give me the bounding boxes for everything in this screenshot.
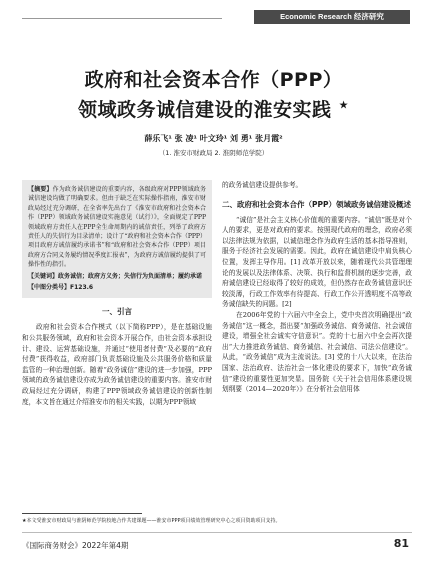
header-rule [22,18,222,19]
running-header [22,10,410,24]
journal-citation: 《国际商务财会》2022年第4期 [22,541,129,550]
footnote-rule [22,513,142,514]
page-number: 81 [393,537,409,550]
column-tag: Economic Research 经济研究 [254,10,410,24]
keywords-paragraph: 【关键词】政务诚信；政府方义务；失信行为负面清单；履约承诺 [28,272,203,280]
abstract-paragraph: 【摘要】作为政务诚信建设的重要内容，各级政府对PPP领域政务诚信建设均做了明确要求。但由于缺乏在实际操作指南，淮安市财政局经过充分调研，在全省率先出台了《淮安市政府和社会资本合作（PPP）领域政务诚信建设实施意见（试行）》，全面规定了PPP领域政府方责任人在PPP全生命周期内的诚信责任，列举了政府方责任人的失信行为目录清单；设计了“政府和社会资本合作（PPP）项目政府方诚信履约承诺书”和“政府和社会资本合作（PPP）项目政府方合同义务履约情况季度汇报表”，为政府方诚信履约提供了可操作性的指引。 [28,186,206,269]
author-line: 薛乐飞¹ 张 凌¹ 叶文玲¹ 刘 勇¹ 张月霞² [144,134,283,143]
affiliation-line: （1. 淮安市财政局 2. 淮阴师范学院） [158,149,269,157]
article-title-line1: 政府和社会资本合作（PPP） [84,69,343,91]
section2-paragraph-2: 在2006年党的十六届六中全会上，党中央首次明确提出“政务诚信”这一概念，指出要“加强政务诚信、商务诚信、社会诚信建设，增强全社会诚实守信意识”。党的十七届六中全会再次提出“大力推进政务诚信、商务诚信、社会诚信、司法公信建设”。从此，“政务诚信”成为主流说法。[3] 党的十八大以来，在法治国家、法治政府、法治社会一体化建设的要求下，加快“政务诚信”建设的重要性更加突显。国务院《关于社会信用体系建设规划纲要（2014—2020年）》在分析社会信用体 [222,310,412,394]
left-column [22,180,212,407]
clc-paragraph: 【中图分类号】F123.6 [28,284,94,292]
intro-heading: 一、引言 [102,307,132,317]
footnote: ★本文受淮安市财政局与淮阴师范学院校地合作共建课题——淮安市PPP项目绩效管理研究中心之项目资助项目支持。 [22,518,281,524]
article-title-line2: 领域政务诚信建设的淮安实践 ★ [77,98,349,121]
section2-paragraph-1: “诚信”是社会主义核心价值观的重要内容。“诚信”既是对个人的要求，更是对政府的要求。按照现代政府的理念，政府必须以法律法规为依据，以诚信理念作为政府生活的基本指导准则，服务于经济社会发展的需要。因此，政府在诚信建设中肩负核心位置，发挥主导作用。[1] 改革开放以来，随着现代公共管理理论的发展以及法律体系、决策、执行和监督机制的逐步完善，政府诚信建设已经取得了较好的成效，但仍然存在政务诚信意识还较淡薄，行政工作效率有待提高、行政工作公开透明度不高等政务诚信缺失的问题。[2] [222,215,412,309]
abstract-box [22,180,212,298]
right-column [222,180,412,395]
title-star-mark: ★ [338,98,349,112]
section2-heading: 二、政府和社会资本合作（PPP）领域政务诚信建设概述 [222,199,411,209]
footer-rule [22,532,412,533]
intro-paragraph: 政府和社会资本合作模式（以下简称PPP），是在基础设施和公共服务领域，政府和社会资本开展合作，由社会资本承担设计、建设、运营基础设施，并通过“使用者付费”及必要的“政府付费”获得收益，政府部门负责基础设施及公共服务价格和质量监管的一种治理创新。随着“政务诚信”建设的进一步加强，PPP领域的政务诚信建设亦成为政务诚信建设的重要内容。淮安市财政局经过充分调研，构建了PPP领域政务诚信建设的创新性制度，本文旨在通过介绍淮安市的相关实践，以期为PPP领域 [22,323,212,406]
continued-paragraph: 的政务诚信建设提供参考。 [222,181,303,189]
